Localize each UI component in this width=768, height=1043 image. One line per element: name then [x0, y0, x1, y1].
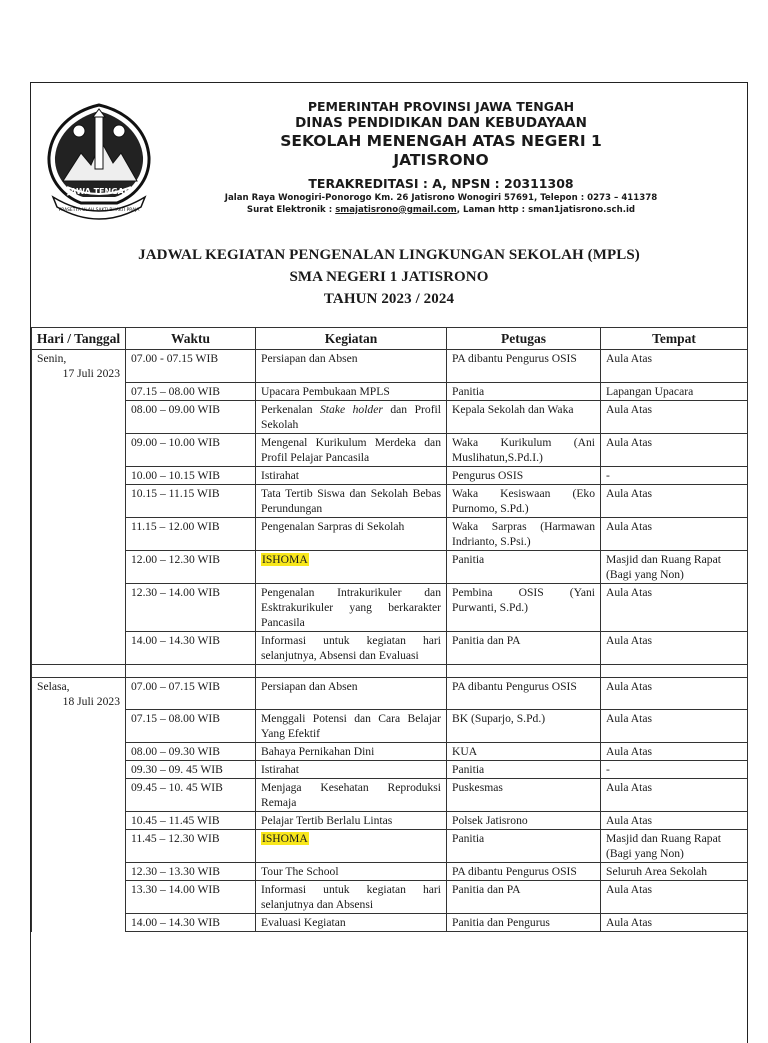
- title-line-1: JADWAL KEGIATAN PENGENALAN LINGKUNGAN SEKOLAH (MPLS): [138, 247, 640, 263]
- petugas-text: Panitia dan PA: [452, 883, 521, 896]
- kegiatan-text: Persiapan dan Absen: [261, 679, 358, 693]
- petugas-text: Panitia dan Pengurus: [452, 916, 550, 929]
- tempat-text: Aula Atas: [606, 781, 653, 794]
- kegiatan-text: Bahaya Pernikahan Dini: [261, 745, 375, 758]
- cell-petugas: [447, 761, 601, 779]
- day-name: Senin,: [37, 352, 67, 365]
- cell-tempat: [601, 710, 748, 743]
- cell-petugas: [447, 830, 601, 863]
- cell-kegiatan: [256, 743, 447, 761]
- cell-waktu: [126, 863, 256, 881]
- cell-petugas: [447, 914, 601, 932]
- kegiatan-text: ISHOMA: [262, 552, 308, 566]
- separator-cell: [126, 664, 256, 677]
- cell-kegiatan: [256, 350, 447, 383]
- tempat-text: Aula Atas: [606, 916, 653, 929]
- cell-waktu: [126, 830, 256, 863]
- cell-kegiatan: [256, 881, 447, 914]
- header-tempat: Tempat: [601, 328, 748, 350]
- tempat-text: Aula Atas: [606, 435, 653, 449]
- table-row: [32, 830, 748, 863]
- petugas-text: Polsek Jatisrono: [452, 814, 528, 827]
- table-row: [32, 761, 748, 779]
- cell-waktu: [126, 433, 256, 466]
- svg-text:PRASETYA ULAH SAKTI BHAKTI PRA: PRASETYA ULAH SAKTI BHAKTI PRAJA: [58, 208, 140, 213]
- day-cell: [32, 761, 126, 779]
- waktu-text: 12.00 – 12.30 WIB: [131, 552, 220, 566]
- cell-petugas: [447, 631, 601, 664]
- cell-waktu: [126, 400, 256, 433]
- petugas-text: Panitia: [452, 552, 485, 566]
- day-cell: [32, 466, 126, 484]
- kegiatan-text: Pengenalan Intrakurikuler dan Esktrakurikuler yang berkarakter Pancasila: [261, 585, 441, 629]
- day-cell: [32, 350, 126, 383]
- schedule-body: [32, 350, 748, 932]
- cell-petugas: [447, 400, 601, 433]
- cell-petugas: [447, 466, 601, 484]
- separator-cell: [32, 664, 126, 677]
- kegiatan-text: Upacara Pembukaan MPLS: [261, 384, 390, 398]
- petugas-text: Panitia: [452, 832, 485, 845]
- cell-kegiatan: [256, 761, 447, 779]
- cell-petugas: [447, 743, 601, 761]
- cell-tempat: [601, 761, 748, 779]
- cell-petugas: [447, 583, 601, 631]
- jawa-tengah-emblem-icon: [43, 101, 155, 223]
- petugas-text: Puskesmas: [452, 781, 503, 794]
- day-separator-row: [32, 664, 748, 677]
- cell-tempat: [601, 466, 748, 484]
- cell-kegiatan: [256, 382, 447, 400]
- tempat-text: Aula Atas: [606, 352, 653, 365]
- email-link[interactable]: smajatisrono@gmail.com: [335, 204, 457, 215]
- tempat-text: Aula Atas: [606, 585, 653, 599]
- kegiatan-text: Tata Tertib Siswa dan Sekolah Bebas Perundungan: [261, 486, 441, 515]
- table-row: [32, 812, 748, 830]
- petugas-text: Panitia: [452, 384, 485, 398]
- cell-waktu: [126, 382, 256, 400]
- cell-waktu: [126, 881, 256, 914]
- separator-cell: [447, 664, 601, 677]
- cell-waktu: [126, 484, 256, 517]
- kegiatan-text: Persiapan dan Absen: [261, 352, 358, 365]
- petugas-text: Waka Kurikulum (Ani Muslihatun,S.Pd.I.): [452, 435, 595, 464]
- kegiatan-text: Pelajar Tertib Berlalu Lintas: [261, 814, 393, 827]
- cell-kegiatan: [256, 484, 447, 517]
- table-row: [32, 433, 748, 466]
- waktu-text: 07.15 – 08.00 WIB: [131, 384, 220, 398]
- cell-kegiatan: [256, 830, 447, 863]
- kegiatan-text: Menggali Potensi dan Cara Belajar Yang Efektif: [261, 712, 441, 740]
- day-cell: [32, 631, 126, 664]
- cell-petugas: [447, 517, 601, 550]
- letterhead-address: Jalan Raya Wonogiri-Ponorogo Km. 26 Jatisrono Wonogiri 57691, Telepon : 0273 – 411378: [224, 192, 658, 203]
- table-row: [32, 779, 748, 812]
- letterhead-school-name: SEKOLAH MENENGAH ATAS NEGERI 1: [280, 131, 602, 150]
- cell-tempat: [601, 830, 748, 863]
- cell-tempat: [601, 881, 748, 914]
- cell-kegiatan: [256, 812, 447, 830]
- header-hari: Hari / Tanggal: [32, 328, 126, 350]
- cell-tempat: [601, 863, 748, 881]
- letterhead-text: [181, 95, 701, 215]
- petugas-text: PA dibantu Pengurus OSIS: [452, 352, 577, 365]
- kegiatan-text: Menjaga Kesehatan Reproduksi Remaja: [261, 781, 441, 809]
- day-date: 17 Juli 2023: [62, 367, 120, 380]
- cell-kegiatan: [256, 710, 447, 743]
- cell-waktu: [126, 631, 256, 664]
- cell-petugas: [447, 881, 601, 914]
- cell-petugas: [447, 710, 601, 743]
- cell-kegiatan: [256, 863, 447, 881]
- cell-kegiatan: [256, 779, 447, 812]
- kegiatan-text: Istirahat: [261, 763, 299, 776]
- table-row: [32, 382, 748, 400]
- kegiatan-text: Istirahat: [261, 468, 299, 482]
- table-row: [32, 350, 748, 383]
- petugas-text: BK (Suparjo, S.Pd.): [452, 712, 546, 725]
- day-cell: [32, 400, 126, 433]
- kegiatan-text: Tour The School: [261, 865, 339, 878]
- cell-petugas: [447, 350, 601, 383]
- day-cell: [32, 517, 126, 550]
- table-row: [32, 583, 748, 631]
- cell-waktu: [126, 583, 256, 631]
- petugas-text: Pembina OSIS (Yani Purwanti, S.Pd.): [452, 585, 595, 614]
- letterhead-school-location: JATISRONO: [393, 150, 489, 169]
- petugas-text: Waka Kesiswaan (Eko Purnomo, S.Pd.): [452, 486, 595, 515]
- cell-tempat: [601, 350, 748, 383]
- cell-petugas: [447, 779, 601, 812]
- day-cell: [32, 583, 126, 631]
- cell-tempat: [601, 779, 748, 812]
- header-petugas: Petugas: [447, 328, 601, 350]
- waktu-text: 07.00 - 07.15 WIB: [131, 352, 219, 365]
- letterhead-contact: [181, 205, 701, 216]
- document-title: [31, 245, 747, 310]
- cell-petugas: [447, 382, 601, 400]
- cell-waktu: [126, 677, 256, 710]
- header-kegiatan: Kegiatan: [256, 328, 447, 350]
- kegiatan-text: Informasi untuk kegiatan hari selanjutnya, Absensi dan Evaluasi: [261, 633, 441, 662]
- tempat-text: Aula Atas: [606, 633, 653, 647]
- title-line-3: TAHUN 2023 / 2024: [323, 290, 455, 307]
- cell-tempat: [601, 517, 748, 550]
- tempat-text: -: [606, 763, 610, 776]
- cell-kegiatan: [256, 550, 447, 583]
- tempat-text: Aula Atas: [606, 402, 653, 416]
- day-cell: [32, 914, 126, 932]
- table-row: [32, 400, 748, 433]
- schedule-table: [31, 327, 748, 932]
- table-row: [32, 677, 748, 710]
- website-label: , Laman http :: [456, 204, 529, 215]
- waktu-text: 07.15 – 08.00 WIB: [131, 712, 220, 725]
- tempat-text: Aula Atas: [606, 745, 653, 758]
- cell-waktu: [126, 710, 256, 743]
- letterhead: [31, 83, 747, 229]
- cell-waktu: [126, 914, 256, 932]
- day-cell: [32, 710, 126, 743]
- tempat-text: Masjid dan Ruang Rapat (Bagi yang Non): [606, 832, 721, 860]
- tempat-text: Aula Atas: [606, 883, 653, 896]
- petugas-text: KUA: [452, 745, 478, 758]
- document-page: [30, 82, 748, 1043]
- letterhead-government: PEMERINTAH PROVINSI JAWA TENGAH: [307, 99, 575, 114]
- table-row: [32, 517, 748, 550]
- cell-petugas: [447, 812, 601, 830]
- cell-tempat: [601, 743, 748, 761]
- cell-waktu: [126, 350, 256, 383]
- cell-waktu: [126, 466, 256, 484]
- cell-tempat: [601, 382, 748, 400]
- title-line-2: SMA NEGERI 1 JATISRONO: [289, 268, 489, 285]
- day-cell: [32, 433, 126, 466]
- website-link[interactable]: sman1jatisrono.sch.id: [528, 204, 636, 215]
- cell-petugas: [447, 550, 601, 583]
- waktu-text: 14.00 – 14.30 WIB: [131, 633, 220, 647]
- day-cell: [32, 812, 126, 830]
- cell-kegiatan: [256, 631, 447, 664]
- day-date: 18 Juli 2023: [62, 694, 120, 708]
- svg-text:JAWA TENGAH: JAWA TENGAH: [67, 187, 131, 196]
- waktu-text: 10.15 – 11.15 WIB: [131, 486, 220, 500]
- table-row: [32, 743, 748, 761]
- table-row: [32, 466, 748, 484]
- cell-petugas: [447, 677, 601, 710]
- cell-waktu: [126, 812, 256, 830]
- cell-kegiatan: [256, 400, 447, 433]
- waktu-text: 09.45 – 10. 45 WIB: [131, 781, 223, 794]
- tempat-text: Lapangan Upacara: [606, 384, 694, 398]
- day-cell: [32, 743, 126, 761]
- waktu-text: 08.00 – 09.00 WIB: [131, 402, 220, 416]
- day-cell: [32, 382, 126, 400]
- cell-tempat: [601, 400, 748, 433]
- tempat-text: Aula Atas: [606, 679, 653, 693]
- cell-tempat: [601, 484, 748, 517]
- waktu-text: 10.45 – 11.45 WIB: [131, 814, 220, 827]
- tempat-text: Aula Atas: [606, 519, 653, 533]
- cell-tempat: [601, 433, 748, 466]
- separator-cell: [601, 664, 748, 677]
- table-row: [32, 710, 748, 743]
- header-waktu: Waktu: [126, 328, 256, 350]
- petugas-text: Waka Sarpras (Harmawan Indrianto, S.Psi.): [452, 519, 595, 548]
- table-row: [32, 863, 748, 881]
- waktu-text: 13.30 – 14.00 WIB: [131, 883, 220, 896]
- email-label: Surat Elektronik :: [246, 204, 336, 215]
- cell-kegiatan: [256, 517, 447, 550]
- cell-kegiatan: [256, 677, 447, 710]
- petugas-text: Kepala Sekolah dan Waka: [452, 402, 574, 416]
- cell-tempat: [601, 914, 748, 932]
- table-header-row: [32, 328, 748, 350]
- table-row: [32, 484, 748, 517]
- table-row: [32, 631, 748, 664]
- kegiatan-text: Mengenal Kurikulum Merdeka dan Profil Pelajar Pancasila: [261, 435, 441, 464]
- day-cell: [32, 779, 126, 812]
- waktu-text: 11.15 – 12.00 WIB: [131, 519, 220, 533]
- petugas-text: Pengurus OSIS: [452, 468, 524, 482]
- day-cell: [32, 863, 126, 881]
- kegiatan-text: Informasi untuk kegiatan hari selanjutnya dan Absensi: [261, 883, 441, 911]
- tempat-text: Masjid dan Ruang Rapat (Bagi yang Non): [606, 552, 721, 581]
- waktu-text: 10.00 – 10.15 WIB: [131, 468, 220, 482]
- tempat-text: Aula Atas: [606, 486, 653, 500]
- waktu-text: 09.30 – 09. 45 WIB: [131, 763, 223, 776]
- tempat-text: Aula Atas: [606, 712, 653, 725]
- waktu-text: 12.30 – 13.30 WIB: [131, 865, 220, 878]
- waktu-text: 11.45 – 12.30 WIB: [131, 832, 220, 845]
- cell-kegiatan: [256, 433, 447, 466]
- letterhead-accreditation: TERAKREDITASI : A, NPSN : 20311308: [308, 176, 574, 192]
- cell-waktu: [126, 743, 256, 761]
- waktu-text: 12.30 – 14.00 WIB: [131, 585, 220, 599]
- day-cell: [32, 881, 126, 914]
- cell-tempat: [601, 583, 748, 631]
- cell-waktu: [126, 761, 256, 779]
- cell-tempat: [601, 677, 748, 710]
- day-cell: [32, 484, 126, 517]
- day-cell: [32, 550, 126, 583]
- waktu-text: 09.00 – 10.00 WIB: [131, 435, 220, 449]
- day-cell: [32, 830, 126, 863]
- cell-kegiatan: [256, 466, 447, 484]
- cell-petugas: [447, 863, 601, 881]
- kegiatan-text: Pengenalan Sarpras di Sekolah: [261, 519, 405, 533]
- table-row: [32, 881, 748, 914]
- waktu-text: 07.00 – 07.15 WIB: [131, 679, 220, 693]
- petugas-text: Panitia: [452, 763, 485, 776]
- letterhead-department: DINAS PENDIDIKAN DAN KEBUDAYAAN: [295, 114, 587, 131]
- cell-tempat: [601, 812, 748, 830]
- table-row: [32, 550, 748, 583]
- waktu-text: 14.00 – 14.30 WIB: [131, 916, 220, 929]
- petugas-text: PA dibantu Pengurus OSIS: [452, 679, 577, 693]
- cell-waktu: [126, 779, 256, 812]
- tempat-text: Aula Atas: [606, 814, 653, 827]
- cell-waktu: [126, 550, 256, 583]
- table-row: [32, 914, 748, 932]
- kegiatan-text: Evaluasi Kegiatan: [261, 916, 346, 929]
- cell-waktu: [126, 517, 256, 550]
- day-name: Selasa,: [37, 679, 70, 693]
- separator-cell: [256, 664, 447, 677]
- cell-kegiatan: [256, 914, 447, 932]
- kegiatan-text: ISHOMA: [262, 832, 308, 845]
- cell-tempat: [601, 550, 748, 583]
- cell-petugas: [447, 433, 601, 466]
- kegiatan-text: Perkenalan Stake holder dan Profil Sekolah: [261, 402, 441, 431]
- tempat-text: Seluruh Area Sekolah: [606, 865, 708, 878]
- cell-tempat: [601, 631, 748, 664]
- tempat-text: -: [606, 468, 610, 482]
- petugas-text: Panitia dan PA: [452, 633, 521, 647]
- waktu-text: 08.00 – 09.30 WIB: [131, 745, 220, 758]
- petugas-text: PA dibantu Pengurus OSIS: [452, 865, 577, 878]
- cell-kegiatan: [256, 583, 447, 631]
- day-cell: [32, 677, 126, 710]
- cell-petugas: [447, 484, 601, 517]
